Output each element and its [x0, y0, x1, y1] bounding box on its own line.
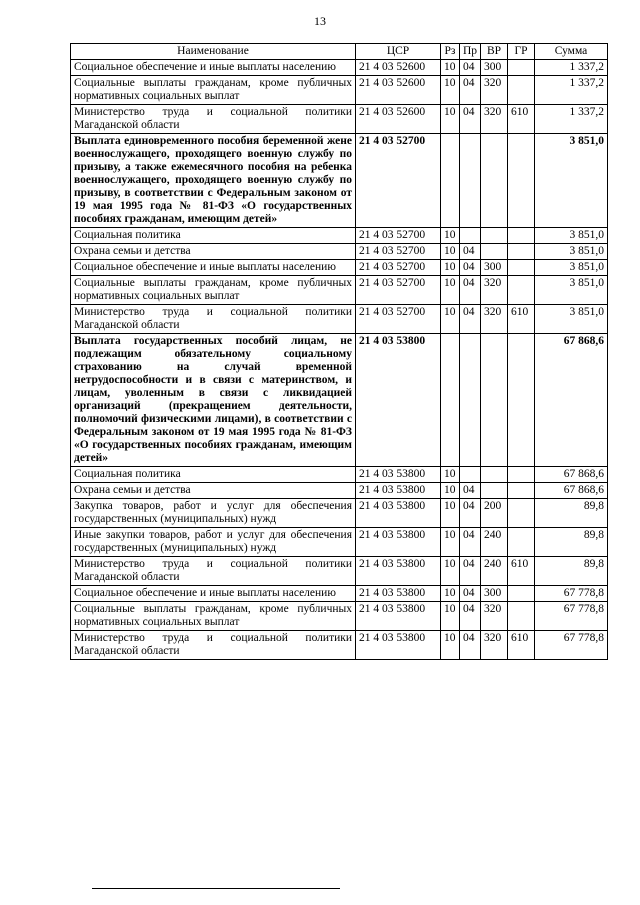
row-sum: 1 337,2	[535, 60, 608, 76]
row-csr: 21 4 03 53800	[356, 528, 441, 557]
row-sum: 3 851,0	[535, 276, 608, 305]
row-vr: 320	[481, 602, 508, 631]
budget-table	[70, 43, 608, 660]
row-csr: 21 4 03 53800	[356, 334, 441, 467]
table-row	[71, 276, 608, 305]
row-csr: 21 4 03 52600	[356, 76, 441, 105]
row-sum: 67 778,8	[535, 631, 608, 660]
row-vr: 320	[481, 76, 508, 105]
row-pr	[460, 334, 481, 467]
row-vr	[481, 483, 508, 499]
row-vr	[481, 467, 508, 483]
table-row	[71, 244, 608, 260]
row-gr	[508, 499, 535, 528]
table-row	[71, 557, 608, 586]
row-gr: 610	[508, 631, 535, 660]
row-sum: 89,8	[535, 499, 608, 528]
row-pr	[460, 228, 481, 244]
header-vr: ВР	[481, 44, 508, 60]
table-row	[71, 60, 608, 76]
table-row	[71, 228, 608, 244]
row-pr: 04	[460, 260, 481, 276]
row-rz: 10	[441, 228, 460, 244]
footer-divider	[92, 888, 340, 889]
row-name: Министерство труда и социальной политики Магаданской области	[71, 105, 356, 134]
row-gr	[508, 602, 535, 631]
row-pr: 04	[460, 631, 481, 660]
row-csr: 21 4 03 52600	[356, 105, 441, 134]
row-rz: 10	[441, 244, 460, 260]
row-gr	[508, 483, 535, 499]
row-gr	[508, 228, 535, 244]
row-gr: 610	[508, 557, 535, 586]
row-pr: 04	[460, 483, 481, 499]
row-gr: 610	[508, 305, 535, 334]
row-csr: 21 4 03 52700	[356, 228, 441, 244]
row-gr	[508, 586, 535, 602]
row-gr	[508, 76, 535, 105]
row-vr: 240	[481, 557, 508, 586]
row-name: Социальная политика	[71, 467, 356, 483]
row-csr: 21 4 03 52700	[356, 305, 441, 334]
page-number: 13	[314, 14, 326, 28]
row-name: Выплата единовременного пособия беременной жене военнослужащего, проходящего военную службу по призыву, а также ежемесячного пособия на ребенка военнослужащего, проходящего военную службу по призыву, в соответствии с Федеральным законом от 19 мая 1995 года № 81-ФЗ «О государственных пособиях гражданам, имеющим детей»	[71, 134, 356, 228]
row-sum: 1 337,2	[535, 105, 608, 134]
row-name: Министерство труда и социальной политики Магаданской области	[71, 305, 356, 334]
header-pr: Пр	[460, 44, 481, 60]
row-pr: 04	[460, 244, 481, 260]
row-pr: 04	[460, 276, 481, 305]
row-vr	[481, 244, 508, 260]
table-row	[71, 105, 608, 134]
row-rz: 10	[441, 631, 460, 660]
row-vr: 320	[481, 305, 508, 334]
row-sum: 67 778,8	[535, 586, 608, 602]
table-row	[71, 602, 608, 631]
row-name: Охрана семьи и детства	[71, 483, 356, 499]
row-pr: 04	[460, 499, 481, 528]
row-name: Социальная политика	[71, 228, 356, 244]
row-pr: 04	[460, 76, 481, 105]
row-rz: 10	[441, 60, 460, 76]
row-rz: 10	[441, 602, 460, 631]
row-rz	[441, 334, 460, 467]
row-name: Иные закупки товаров, работ и услуг для обеспечения государственных (муниципальных) нужд	[71, 528, 356, 557]
row-name: Министерство труда и социальной политики Магаданской области	[71, 631, 356, 660]
row-csr: 21 4 03 53800	[356, 499, 441, 528]
row-pr: 04	[460, 557, 481, 586]
row-gr	[508, 244, 535, 260]
row-rz: 10	[441, 528, 460, 557]
row-gr	[508, 334, 535, 467]
row-sum: 89,8	[535, 557, 608, 586]
row-name: Охрана семьи и детства	[71, 244, 356, 260]
row-pr: 04	[460, 60, 481, 76]
row-csr: 21 4 03 52600	[356, 60, 441, 76]
table-row	[71, 499, 608, 528]
row-pr: 04	[460, 586, 481, 602]
row-pr	[460, 467, 481, 483]
row-rz: 10	[441, 260, 460, 276]
table-row	[71, 305, 608, 334]
row-csr: 21 4 03 52700	[356, 260, 441, 276]
table-row	[71, 134, 608, 228]
table-row	[71, 260, 608, 276]
row-csr: 21 4 03 53800	[356, 631, 441, 660]
row-rz: 10	[441, 483, 460, 499]
row-gr	[508, 467, 535, 483]
row-csr: 21 4 03 53800	[356, 467, 441, 483]
row-vr	[481, 228, 508, 244]
row-name: Министерство труда и социальной политики Магаданской области	[71, 557, 356, 586]
row-sum: 3 851,0	[535, 244, 608, 260]
row-gr	[508, 528, 535, 557]
row-sum: 67 868,6	[535, 467, 608, 483]
row-csr: 21 4 03 53800	[356, 557, 441, 586]
row-vr: 200	[481, 499, 508, 528]
row-vr: 320	[481, 105, 508, 134]
table-body	[71, 60, 608, 660]
row-vr: 300	[481, 260, 508, 276]
row-rz: 10	[441, 76, 460, 105]
row-name: Социальные выплаты гражданам, кроме публичных нормативных социальных выплат	[71, 602, 356, 631]
row-sum: 3 851,0	[535, 305, 608, 334]
table-row	[71, 586, 608, 602]
row-sum: 67 868,6	[535, 483, 608, 499]
row-sum: 3 851,0	[535, 228, 608, 244]
table-row	[71, 467, 608, 483]
row-rz: 10	[441, 586, 460, 602]
table-row	[71, 631, 608, 660]
row-vr: 240	[481, 528, 508, 557]
row-vr: 320	[481, 631, 508, 660]
row-gr	[508, 276, 535, 305]
row-gr	[508, 60, 535, 76]
row-rz: 10	[441, 105, 460, 134]
row-pr	[460, 134, 481, 228]
row-vr: 320	[481, 276, 508, 305]
row-sum: 3 851,0	[535, 134, 608, 228]
row-gr: 610	[508, 105, 535, 134]
table-row	[71, 483, 608, 499]
row-name: Закупка товаров, работ и услуг для обеспечения государственных (муниципальных) нужд	[71, 499, 356, 528]
row-vr: 300	[481, 60, 508, 76]
row-csr: 21 4 03 52700	[356, 276, 441, 305]
row-name: Выплата государственных пособий лицам, не подлежащим обязательному социальному страхованию на случай временной нетрудоспособности и в связи с материнством, и лицам, уволенным в связи с ликвидацией организаций (прекращением деятельности, полномочий физическими лицами), в соответствии с Федеральным законом от 19 мая 1995 года № 81-ФЗ «О государственных пособиях гражданам, имеющим детей»	[71, 334, 356, 467]
row-gr	[508, 134, 535, 228]
row-csr: 21 4 03 53800	[356, 586, 441, 602]
row-vr	[481, 334, 508, 467]
row-rz: 10	[441, 467, 460, 483]
table-header-row	[71, 44, 608, 60]
header-csr: ЦСР	[356, 44, 441, 60]
row-rz: 10	[441, 499, 460, 528]
row-csr: 21 4 03 53800	[356, 602, 441, 631]
row-sum: 1 337,2	[535, 76, 608, 105]
row-rz: 10	[441, 557, 460, 586]
table-row	[71, 76, 608, 105]
row-pr: 04	[460, 305, 481, 334]
row-pr: 04	[460, 528, 481, 557]
row-sum: 3 851,0	[535, 260, 608, 276]
row-csr: 21 4 03 52700	[356, 134, 441, 228]
row-name: Социальные выплаты гражданам, кроме публичных нормативных социальных выплат	[71, 276, 356, 305]
row-csr: 21 4 03 52700	[356, 244, 441, 260]
row-name: Социальные выплаты гражданам, кроме публичных нормативных социальных выплат	[71, 76, 356, 105]
row-sum: 67 778,8	[535, 602, 608, 631]
row-rz	[441, 134, 460, 228]
row-vr	[481, 134, 508, 228]
row-pr: 04	[460, 602, 481, 631]
row-gr	[508, 260, 535, 276]
row-name: Социальное обеспечение и иные выплаты населению	[71, 260, 356, 276]
table-row	[71, 334, 608, 467]
row-rz: 10	[441, 305, 460, 334]
row-csr: 21 4 03 53800	[356, 483, 441, 499]
header-gr: ГР	[508, 44, 535, 60]
row-name: Социальное обеспечение и иные выплаты населению	[71, 60, 356, 76]
row-sum: 67 868,6	[535, 334, 608, 467]
row-name: Социальное обеспечение и иные выплаты населению	[71, 586, 356, 602]
header-sum: Сумма	[535, 44, 608, 60]
row-rz: 10	[441, 276, 460, 305]
row-sum: 89,8	[535, 528, 608, 557]
row-vr: 300	[481, 586, 508, 602]
header-name: Наименование	[71, 44, 356, 60]
header-rz: Рз	[441, 44, 460, 60]
table-row	[71, 528, 608, 557]
row-pr: 04	[460, 105, 481, 134]
